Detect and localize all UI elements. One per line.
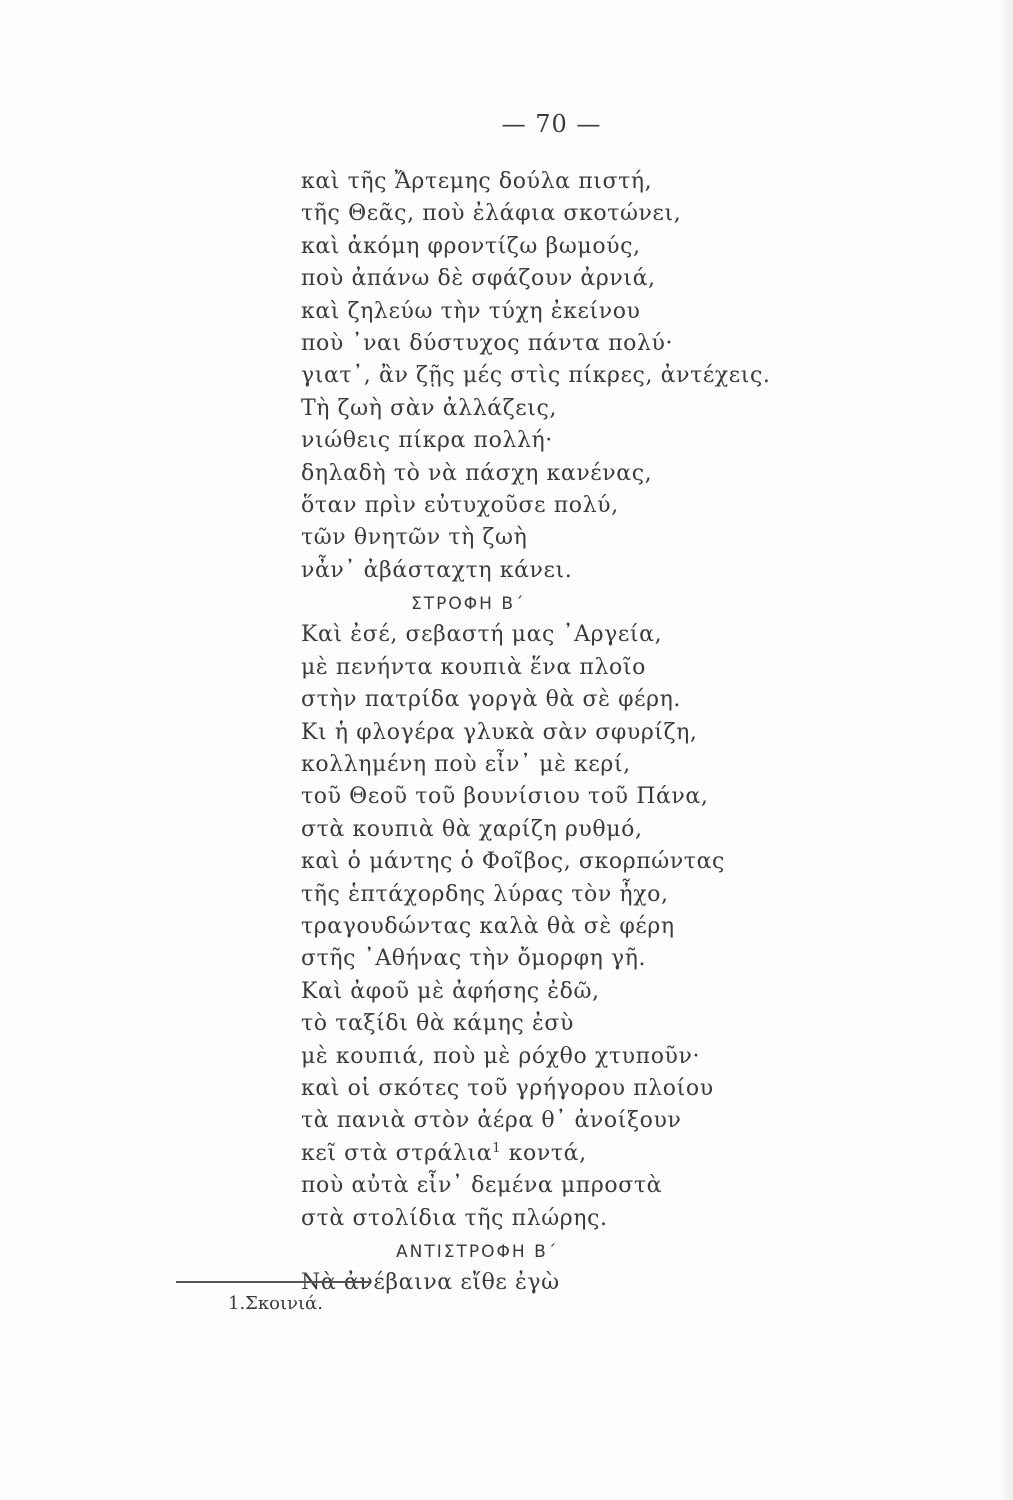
- poem-line: νἆν᾿ ἀβάσταχτη κάνει.: [301, 557, 573, 583]
- poem-line: Καὶ ἐσέ, σεβαστή μας ᾿Αργεία,: [301, 622, 663, 648]
- poem-line: Καὶ ἀφοῦ μὲ ἀφήσης ἐδῶ,: [301, 978, 600, 1004]
- poem-line: τῆς Θεᾶς, ποὺ ἐλάφια σκοτώνει,: [301, 201, 682, 227]
- footnote-reference: 1: [492, 1140, 502, 1156]
- poem-line: καὶ οἱ σκότες τοῦ γρήγορου πλοίου: [301, 1075, 714, 1101]
- poem-line-text: κεῖ στὰ στράλια: [301, 1140, 493, 1166]
- poem-line-with-footnote: [301, 1138, 821, 1170]
- poem-line-text-tail: κοντά,: [501, 1140, 587, 1166]
- poem-line: δηλαδὴ τὸ νὰ πάσχη κανένας,: [301, 460, 653, 486]
- poem-line: τοῦ Θεοῦ τοῦ βουνίσιου τοῦ Πάνα,: [301, 784, 709, 810]
- poem-line: στὴν πατρίδα γοργὰ θὰ σὲ φέρη.: [301, 687, 682, 713]
- poem-line: τὸ ταξίδι θὰ κάμης ἐσὺ: [301, 1011, 574, 1037]
- poem-line: κολλημένη ποὺ εἶν᾿ μὲ κερί,: [301, 752, 631, 778]
- poem-text: [301, 166, 821, 1300]
- poem-line: Νὰ ἀνέβαινα εἴθε ἐγὼ: [301, 1270, 560, 1296]
- footnote-text: 1.Σκοινιά.: [228, 1293, 323, 1314]
- poem-line: καὶ ὁ μάντης ὁ Φοῖβος, σκορπώντας: [301, 849, 725, 875]
- poem-line: ποὺ ᾿ναι δύστυχος πάντα πολύ·: [301, 330, 674, 356]
- poem-line: γιατ᾿, ἂν ζῇς μές στὶς πίκρες, ἀντέχεις.: [301, 363, 771, 389]
- poem-line: στῆς ᾿Αθήνας τὴν ὄμορφη γῆ.: [301, 946, 647, 972]
- poem-line: μὲ κουπιά, ποὺ μὲ ρόχθο χτυποῦν·: [301, 1043, 701, 1069]
- poem-line: τῆς ἑπτάχορδης λύρας τὸν ἦχο,: [301, 881, 669, 907]
- page-number: — 70 —: [501, 110, 602, 138]
- poem-line: καὶ τῆς Ἄρτεμης δούλα πιστή,: [301, 169, 653, 194]
- section-heading-antistrofi: ΑΝΤΙΣΤΡΟΦΗ Β΄: [396, 1241, 559, 1262]
- poem-line: καὶ ζηλεύω τὴν τύχη ἐκείνου: [301, 298, 641, 324]
- poem-line: Κι ἡ φλογέρα γλυκὰ σὰν σφυρίζη,: [301, 719, 698, 745]
- poem-line: ποὺ ἀπάνω δὲ σφάζουν ἀρνιά,: [301, 266, 656, 292]
- poem-line: τῶν θνητῶν τὴ ζωὴ: [301, 525, 528, 551]
- poem-line: ὅταν πρὶν εὐτυχοῦσε πολύ,: [301, 492, 619, 518]
- poem-line: καὶ ἀκόμη φροντίζω βωμούς,: [301, 233, 641, 259]
- poem-line: μὲ πενήντα κουπιὰ ἕνα πλοῖο: [301, 654, 646, 680]
- poem-line: τὰ πανιὰ στὸν ἀέρα θ᾿ ἀνοίξουν: [301, 1108, 682, 1134]
- poem-line: τραγουδώντας καλὰ θὰ σὲ φέρη: [301, 913, 675, 939]
- poem-line: νιώθεις πίκρα πολλή·: [301, 428, 553, 454]
- section-heading-strofi: ΣΤΡΟΦΗ Β΄: [411, 594, 526, 615]
- poem-line: Τὴ ζωὴ σὰν ἀλλάζεις,: [301, 395, 557, 421]
- footnote-divider: [176, 1281, 370, 1283]
- poem-line: ποὺ αὐτὰ εἶν᾿ δεμένα μπροστὰ: [301, 1173, 663, 1199]
- page-edge-shadow: [999, 0, 1013, 1500]
- poem-line: στὰ κουπιὰ θὰ χαρίζη ρυθμό,: [301, 816, 643, 842]
- poem-line: στὰ στολίδια τῆς πλώρης.: [301, 1205, 608, 1231]
